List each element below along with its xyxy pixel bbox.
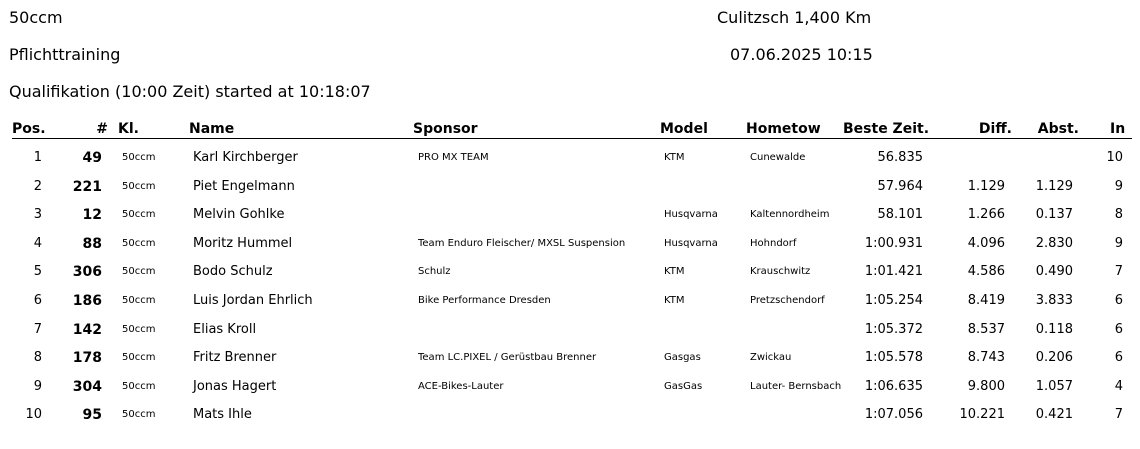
pos-cell: 1 <box>33 150 42 165</box>
gap-cell: 0.137 <box>1035 207 1073 223</box>
best-time-cell: 1:06.635 <box>864 378 923 394</box>
col-header-name: Name <box>189 121 235 137</box>
model-cell: KTM <box>664 266 685 278</box>
pos-cell: 8 <box>33 350 42 366</box>
col-header-number: # <box>96 121 108 137</box>
pos-cell: 4 <box>33 235 42 251</box>
class-cell: 50ccm <box>122 152 156 163</box>
diff-cell: 8.537 <box>967 321 1005 337</box>
best-time-cell: 1:05.578 <box>864 350 923 366</box>
in-cell: 9 <box>1114 178 1123 194</box>
class-cell: 50ccm <box>122 180 156 192</box>
number-cell: 12 <box>82 207 102 224</box>
col-header-gap: Abst. <box>1037 121 1079 137</box>
best-time-cell: 58.101 <box>877 207 923 223</box>
hometown-cell: Pretzschendorf <box>750 295 825 306</box>
best-time-cell: 1:00.931 <box>864 235 923 251</box>
results-table-header <box>0 121 1132 139</box>
diff-cell: 9.800 <box>967 378 1005 394</box>
table-row <box>0 148 1132 176</box>
table-row <box>0 262 1132 290</box>
in-cell: 8 <box>1114 207 1123 223</box>
session-info: Qualifikation (10:00 Zeit) started at 10:18:07 <box>9 82 371 101</box>
gap-cell: 0.206 <box>1035 350 1073 366</box>
number-cell: 178 <box>72 350 102 367</box>
name-cell: Luis Jordan Ehrlich <box>193 293 313 308</box>
col-header-hometown: Hometow <box>746 121 821 137</box>
number-cell: 142 <box>72 321 102 338</box>
sponsor-cell: Schulz <box>418 266 451 278</box>
pos-cell: 7 <box>33 321 42 337</box>
hometown-cell: Hohndorf <box>750 237 797 249</box>
pos-cell: 3 <box>33 207 42 223</box>
hometown-cell: Kaltennordheim <box>750 209 830 221</box>
table-row <box>0 205 1132 233</box>
hometown-cell: Lauter- Bernsbach <box>750 380 842 392</box>
sponsor-cell: Team Enduro Fleischer/ MXSL Suspension <box>418 237 626 249</box>
number-cell: 186 <box>72 293 102 309</box>
name-cell: Melvin Gohlke <box>193 207 285 223</box>
gap-cell: 0.118 <box>1035 321 1073 337</box>
name-cell: Fritz Brenner <box>193 350 277 366</box>
best-time-cell: 57.964 <box>877 178 923 194</box>
best-time-cell: 56.835 <box>877 150 923 165</box>
diff-cell: 1.129 <box>967 178 1005 194</box>
diff-cell: 1.266 <box>967 207 1005 223</box>
table-row <box>0 234 1132 262</box>
pos-cell: 2 <box>33 178 42 194</box>
class-cell: 50ccm <box>122 295 156 306</box>
best-time-cell: 1:05.254 <box>864 293 923 308</box>
col-header-sponsor: Sponsor <box>413 121 478 137</box>
gap-cell: 1.057 <box>1035 378 1073 394</box>
number-cell: 306 <box>72 264 102 281</box>
session-datetime: 07.06.2025 10:15 <box>730 45 873 64</box>
best-time-cell: 1:05.372 <box>864 321 923 337</box>
table-row <box>0 291 1132 319</box>
class-cell: 50ccm <box>122 409 156 421</box>
number-cell: 304 <box>72 378 102 395</box>
diff-cell: 8.743 <box>967 350 1005 366</box>
diff-cell: 8.419 <box>967 293 1005 308</box>
in-cell: 10 <box>1106 150 1123 165</box>
model-cell: Husqvarna <box>664 237 718 249</box>
in-cell: 4 <box>1114 378 1123 394</box>
sponsor-cell: ACE-Bikes-Lauter <box>418 380 504 392</box>
pos-cell: 9 <box>33 378 42 394</box>
number-cell: 95 <box>82 407 102 424</box>
name-cell: Bodo Schulz <box>193 264 273 280</box>
sponsor-cell: Team LC.PIXEL / Gerüstbau Brenner <box>418 352 597 364</box>
in-cell: 7 <box>1114 264 1123 280</box>
col-header-model: Model <box>660 121 708 137</box>
hometown-cell: Cunewalde <box>750 152 806 163</box>
col-header-diff: Diff. <box>978 121 1012 137</box>
col-header-best-time: Beste Zeit. <box>843 121 930 137</box>
name-cell: Elias Kroll <box>193 321 257 337</box>
hometown-cell: Zwickau <box>750 352 792 364</box>
class-cell: 50ccm <box>122 380 156 392</box>
class-name: 50ccm <box>9 8 63 27</box>
in-cell: 7 <box>1114 407 1123 423</box>
sponsor-cell: Bike Performance Dresden <box>418 295 551 306</box>
table-row <box>0 177 1132 205</box>
venue: Culitzsch 1,400 Km <box>717 8 872 27</box>
number-cell: 221 <box>72 178 102 195</box>
diff-cell: 10.221 <box>959 407 1005 423</box>
model-cell: Gasgas <box>664 352 701 364</box>
class-cell: 50ccm <box>122 209 156 221</box>
in-cell: 6 <box>1114 293 1123 308</box>
pos-cell: 5 <box>33 264 42 280</box>
col-header-class: Kl. <box>118 121 139 137</box>
name-cell: Karl Kirchberger <box>193 150 298 165</box>
model-cell: KTM <box>664 152 685 163</box>
class-cell: 50ccm <box>122 323 156 335</box>
number-cell: 49 <box>82 150 102 166</box>
table-row <box>0 348 1132 376</box>
best-time-cell: 1:07.056 <box>864 407 923 423</box>
pos-cell: 10 <box>25 407 42 423</box>
best-time-cell: 1:01.421 <box>864 264 923 280</box>
name-cell: Mats Ihle <box>193 407 252 423</box>
name-cell: Moritz Hummel <box>193 235 293 251</box>
in-cell: 6 <box>1114 321 1123 337</box>
gap-cell: 2.830 <box>1035 235 1073 251</box>
name-cell: Piet Engelmann <box>193 178 295 194</box>
diff-cell: 4.586 <box>967 264 1005 280</box>
in-cell: 6 <box>1114 350 1123 366</box>
gap-cell: 0.490 <box>1035 264 1073 280</box>
table-row <box>0 377 1132 405</box>
pos-cell: 6 <box>33 293 42 308</box>
class-cell: 50ccm <box>122 352 156 364</box>
gap-cell: 3.833 <box>1035 293 1073 308</box>
session-name: Pflichttraining <box>9 45 121 64</box>
header-divider <box>12 138 1132 139</box>
class-cell: 50ccm <box>122 266 156 278</box>
table-row <box>0 320 1132 348</box>
model-cell: KTM <box>664 295 685 306</box>
gap-cell: 1.129 <box>1035 178 1073 194</box>
in-cell: 9 <box>1114 235 1123 251</box>
col-header-in: In <box>1110 121 1126 137</box>
col-header-pos: Pos. <box>12 121 46 137</box>
gap-cell: 0.421 <box>1035 407 1073 423</box>
sponsor-cell: PRO MX TEAM <box>418 152 489 163</box>
class-cell: 50ccm <box>122 237 156 249</box>
table-row <box>0 405 1132 433</box>
model-cell: GasGas <box>664 380 703 392</box>
model-cell: Husqvarna <box>664 209 718 221</box>
diff-cell: 4.096 <box>967 235 1005 251</box>
hometown-cell: Krauschwitz <box>750 266 811 278</box>
name-cell: Jonas Hagert <box>193 378 277 394</box>
number-cell: 88 <box>82 235 102 252</box>
